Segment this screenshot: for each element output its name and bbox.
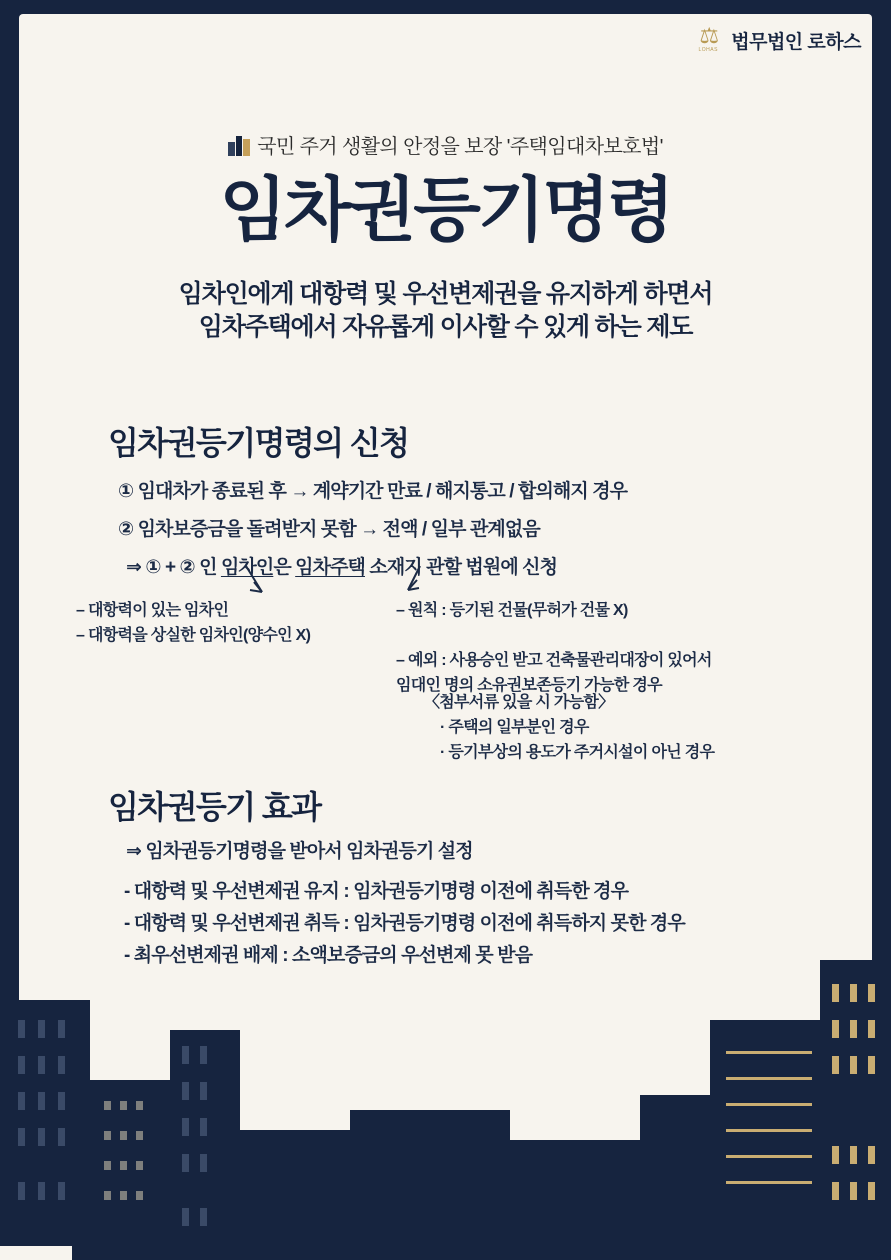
note-left-column xyxy=(76,598,310,648)
section-1-item-1: ① 임대차가 종료된 후 → 계약기간 만료 / 해지통고 / 합의해지 경우 xyxy=(118,481,628,502)
section-2-heading: 임차권등기 효과 xyxy=(108,789,321,825)
conclusion-underline-2: 임차주택 xyxy=(295,557,365,578)
note-left-item-2: – 대항력을 상실한 임차인(양수인 X) xyxy=(76,627,311,644)
header-kicker xyxy=(0,130,891,159)
attachment-note-title: 〈첨부서류 있을 시 가능함〉 xyxy=(424,694,614,711)
note-right-column xyxy=(396,598,628,623)
conclusion-post: 소재지 관할 법원에 신청 xyxy=(365,557,558,578)
section-2-lead: ⇒ 임차권등기명령을 받아서 임차권등기 설정 xyxy=(126,841,473,862)
note-right-item-2: – 예외 : 사용승인 받고 건축물관리대장이 있어서 xyxy=(396,652,712,669)
page-subtitle-line-2: 임차주택에서 자유롭게 이사할 수 있게 하는 제도 xyxy=(198,313,693,341)
section-2-item-3: - 최우선변제권 배제 : 소액보증금의 우선변제 못 받음 xyxy=(124,945,533,966)
conclusion-mid: 은 xyxy=(273,557,296,578)
section-1-item-2: ② 임차보증금을 돌려받지 못함 → 전액 / 일부 관계없음 xyxy=(118,519,540,540)
page-subtitle xyxy=(0,278,891,344)
law-firm-logo-icon xyxy=(693,24,723,56)
note-left-item-1: – 대항력이 있는 임차인 xyxy=(76,602,229,619)
conclusion-pre: ⇒ ① + ② 인 xyxy=(126,557,221,578)
section-1-heading: 임차권등기명령의 신청 xyxy=(108,425,409,461)
attachment-note-item-1: · 주택의 일부분인 경우 xyxy=(440,719,589,736)
brand-name: 법무법인 로하스 xyxy=(731,31,861,53)
logo-mark-glyph: ⚖ xyxy=(699,23,718,48)
section-2-item-1: - 대항력 및 우선변제권 유지 : 임차권등기명령 이전에 취득한 경우 xyxy=(124,881,629,902)
header-kicker-text: 국민 주거 생활의 안정을 보장 '주택임대차보호법' xyxy=(257,136,663,158)
note-right-item-1: – 원칙 : 등기된 건물(무허가 건물 X) xyxy=(396,602,628,619)
page-title: 임차권등기명령 xyxy=(219,171,672,249)
logo-mark-sub: LOHAS xyxy=(698,47,718,53)
attachment-note xyxy=(424,690,714,765)
brand-logo xyxy=(693,24,861,56)
conclusion-underline-1: 임차인 xyxy=(220,557,274,578)
note-right-item-3: 임대인 명의 소유권보존등기 가능한 경우 xyxy=(396,677,662,694)
page-subtitle-line-1: 임차인에게 대항력 및 우선변제권을 유지하게 하면서 xyxy=(178,280,713,308)
skyline-illustration xyxy=(0,960,891,1260)
section-2-item-2: - 대항력 및 우선변제권 취득 : 임차권등기명령 이전에 취득하지 못한 경우 xyxy=(124,913,685,934)
attachment-note-item-2: · 등기부상의 용도가 주거시설이 아닌 경우 xyxy=(440,744,715,761)
section-1-conclusion xyxy=(126,552,557,579)
buildings-icon xyxy=(228,136,250,156)
